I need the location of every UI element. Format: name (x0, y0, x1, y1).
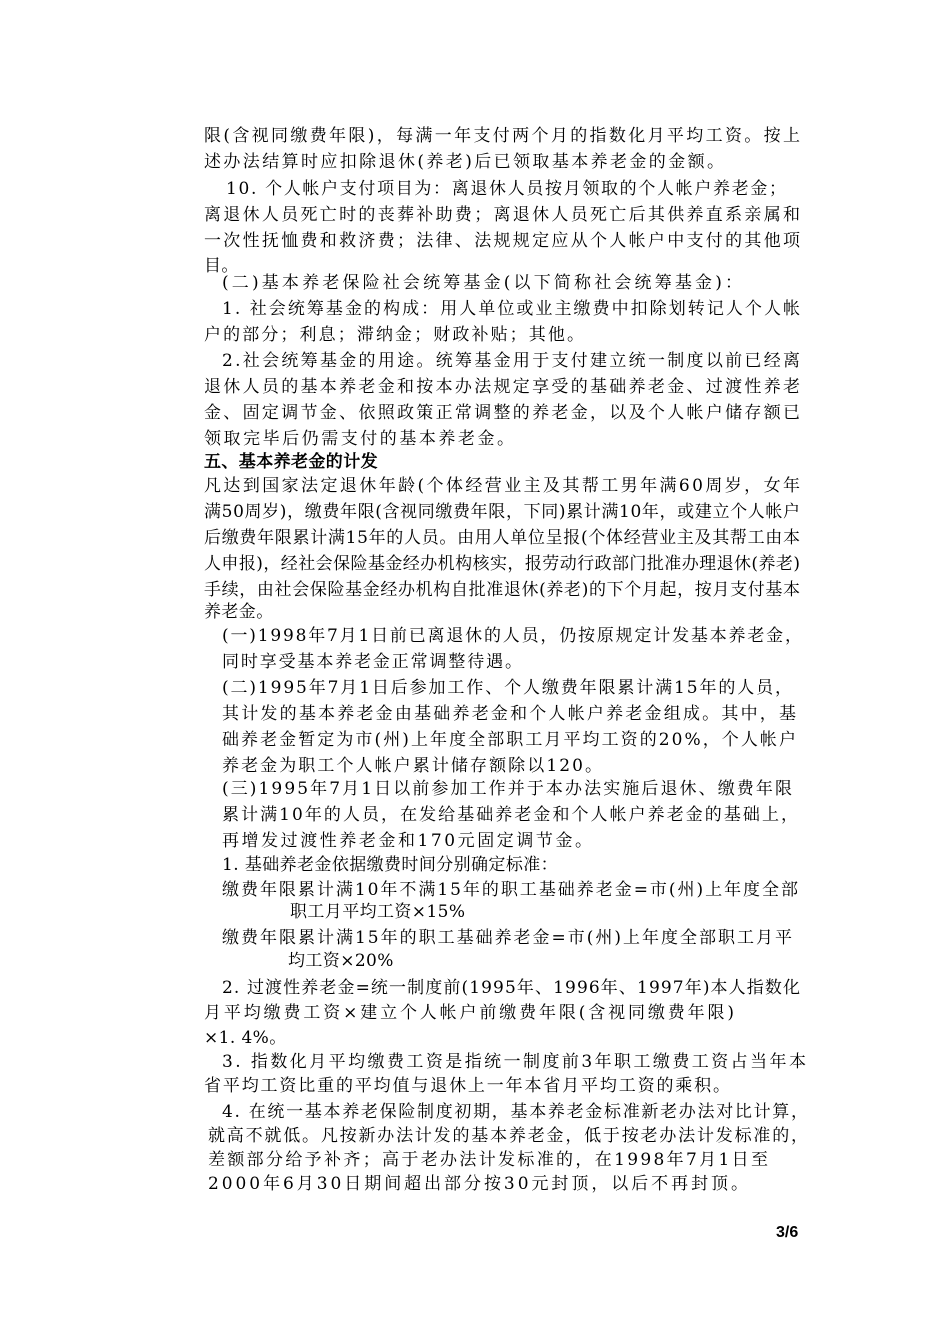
text-line: 4. 在统一基本养老保险制度初期，基本养老金标准新老办法对比计算， (222, 1102, 810, 1122)
text-line: 同时享受基本养老金正常调整待遇。 (222, 652, 524, 672)
text-line: 础养老金暂定为市(州)上年度全部职工月平均工资的20%，个人帐户 (222, 730, 799, 750)
text-line: 养老金。 (204, 602, 274, 622)
text-line: 其计发的基本养老金由基础养老金和个人帐户养老金组成。其中，基 (222, 704, 799, 724)
text-line: 差额部分给予补齐；高于老办法计发标准的，在1998年7月1日至 (208, 1150, 771, 1170)
text-line: 离退休人员死亡时的丧葬补助费；离退休人员死亡后其供养直系亲属和 (204, 205, 803, 225)
text-line: 3. 指数化月平均缴费工资是指统一制度前3年职工缴费工资占当年本 (222, 1052, 809, 1072)
text-line: (二)1995年7月1日后参加工作、个人缴费年限累计满15年的人员， (222, 678, 794, 698)
text-line: 户的部分；利息；滞纳金；财政补贴；其他。 (204, 325, 587, 345)
text-line: 1. 基础养老金依据缴费时间分别确定标准： (222, 855, 559, 875)
text-line: 缴费年限累计满10年不满15年的职工基础养老金=市(州)上年度全部 (222, 880, 800, 900)
page-number: 3/6 (776, 1224, 799, 1241)
text-line: 凡达到国家法定退休年龄(个体经营业主及其帮工男年满60周岁，女年 (204, 476, 803, 496)
text-line: ×1. 4%。 (204, 1028, 287, 1048)
text-line: 限(含视同缴费年限)，每满一年支付两个月的指数化月平均工资。按上 (204, 126, 803, 146)
text-line: 职工月平均工资×15% (290, 902, 466, 922)
text-line: 1. 社会统筹基金的构成：用人单位或业主缴费中扣除划转记人个人帐 (222, 299, 803, 319)
text-line: 2. 过渡性养老金=统一制度前(1995年、1996年、1997年)本人指数化 (222, 978, 802, 998)
text-line: 手续，由社会保险基金经办机构自批准退休(养老)的下个月起，按月支付基本 (204, 580, 801, 600)
text-line: 就高不就低。凡按新办法计发的基本养老金，低于按老办法计发标准的， (208, 1126, 810, 1146)
text-line: 2.社会统筹基金的用途。统筹基金用于支付建立统一制度以前已经离 (222, 351, 803, 371)
text-line: 再增发过渡性养老金和170元固定调节金。 (222, 831, 595, 851)
text-line: 累计满10年的人员，在发给基础养老金和个人帐户养老金的基础上， (222, 805, 801, 825)
text-line: 10. 个人帐户支付项目为：离退休人员按月领取的个人帐户养老金； (226, 179, 788, 199)
text-line: 述办法结算时应扣除退休(养老)后已领取基本养老金的金额。 (204, 152, 727, 172)
section-heading: 五、基本养老金的计发 (204, 452, 378, 472)
text-line: 目。 (204, 256, 239, 276)
text-line: 养老金为职工个人帐户累计储存额除以120。 (222, 756, 605, 776)
text-line: (一)1998年7月1日前已离退休的人员，仍按原规定计发基本养老金， (222, 626, 804, 646)
text-line: 满50周岁)，缴费年限(含视同缴费年限，下同)累计满10年，或建立个人帐户 (204, 502, 801, 522)
text-line: 金、固定调节金、依照政策正常调整的养老金，以及个人帐户储存额已 (204, 403, 803, 423)
text-line: 领取完毕后仍需支付的基本养老金。 (204, 429, 517, 449)
text-line: (三)1995年7月1日以前参加工作并于本办法实施后退休、缴费年限 (222, 779, 795, 799)
text-line: 退休人员的基本养老金和按本办法规定享受的基础养老金、过渡性养老 (204, 377, 803, 397)
text-line: (二)基本养老保险社会统筹基金(以下简称社会统筹基金)： (222, 273, 746, 293)
text-line: 缴费年限累计满15年的职工基础养老金=市(州)上年度全部职工月平 (222, 928, 794, 948)
text-line: 省平均工资比重的平均值与退休上一年本省月平均工资的乘积。 (204, 1076, 732, 1096)
text-line: 月平均缴费工资×建立个人帐户前缴费年限(含视同缴费年限) (204, 1003, 737, 1023)
text-line: 均工资×20% (288, 951, 394, 971)
text-line: 一次性抚恤费和救济费；法律、法规规定应从个人帐户中支付的其他项 (204, 231, 803, 251)
text-line: 后缴费年限累计满15年的人员。由用人单位呈报(个体经营业主及其帮工由本 (204, 528, 801, 548)
text-line: 人申报)，经社会保险基金经办机构核实，报劳动行政部门批准办理退休(养老) (204, 554, 801, 574)
text-line: 2000年6月30日期间超出部分按30元封顶，以后不再封顶。 (208, 1174, 751, 1194)
